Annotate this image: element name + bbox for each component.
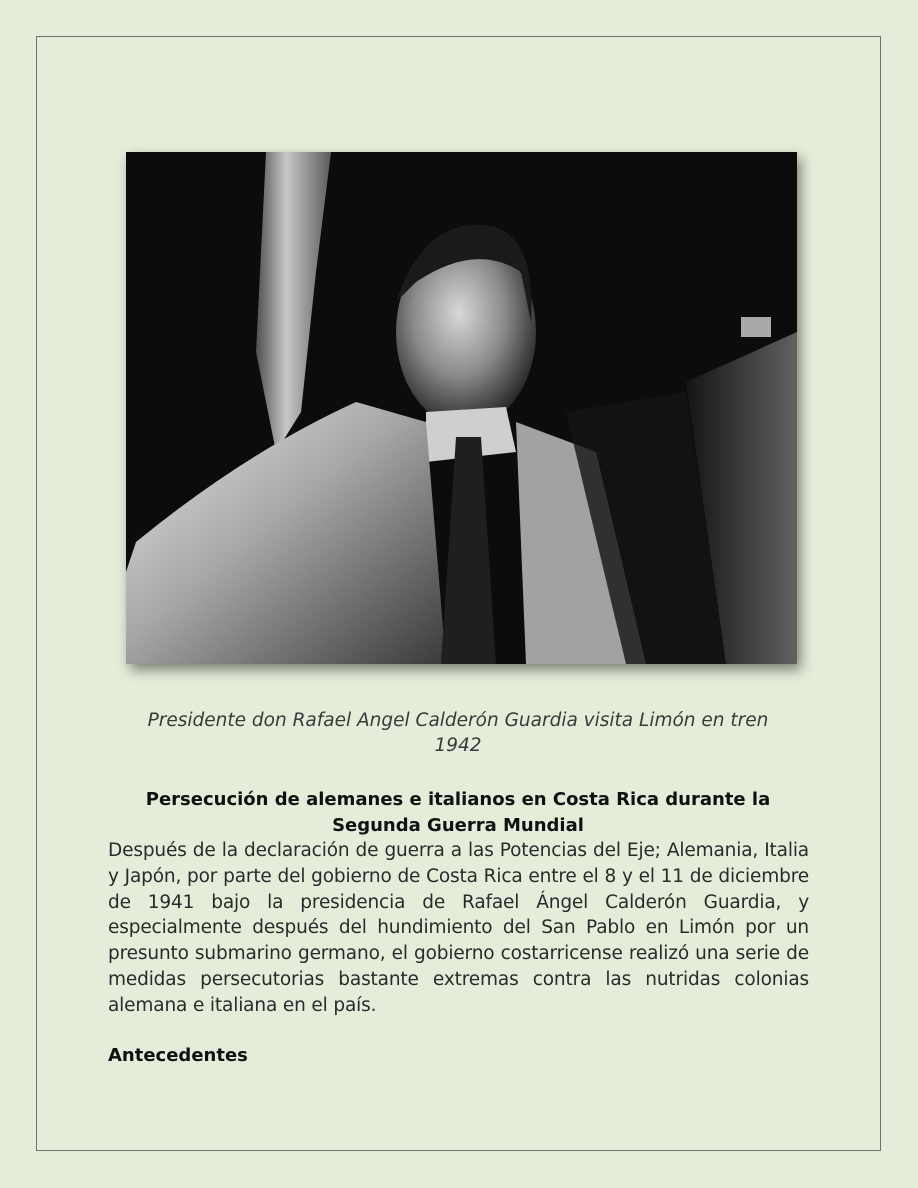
body-paragraph: Después de la declaración de guerra a las Potencias del Eje; Alemania, Italia y Japón, por parte del gobierno de Costa Rica entre el 8 y el 11 de diciembre de 1941 bajo la presidencia de Rafael Ángel Calderón Guardia, y especialmente después del hundimiento del San Pablo en Limón por un presunto submarino germano, el gobierno costarricense realizó una serie de medidas persecutorias bastante extremas contra las nutridas colonias alemana e italiana en el país. bbox=[108, 840, 809, 1016]
section-heading bbox=[108, 787, 808, 839]
portrait-photo bbox=[126, 152, 797, 664]
caption-line-1: Presidente don Rafael Angel Calderón Guardia visita Limón en tren bbox=[147, 710, 769, 731]
photo-caption bbox=[108, 708, 808, 758]
heading-line-2: Segunda Guerra Mundial bbox=[332, 815, 584, 836]
subheading-antecedentes: Antecedentes bbox=[108, 1045, 248, 1066]
portrait-image bbox=[126, 152, 797, 664]
heading-line-1: Persecución de alemanes e italianos en Costa Rica durante la bbox=[145, 789, 771, 810]
caption-line-2: 1942 bbox=[434, 735, 482, 756]
